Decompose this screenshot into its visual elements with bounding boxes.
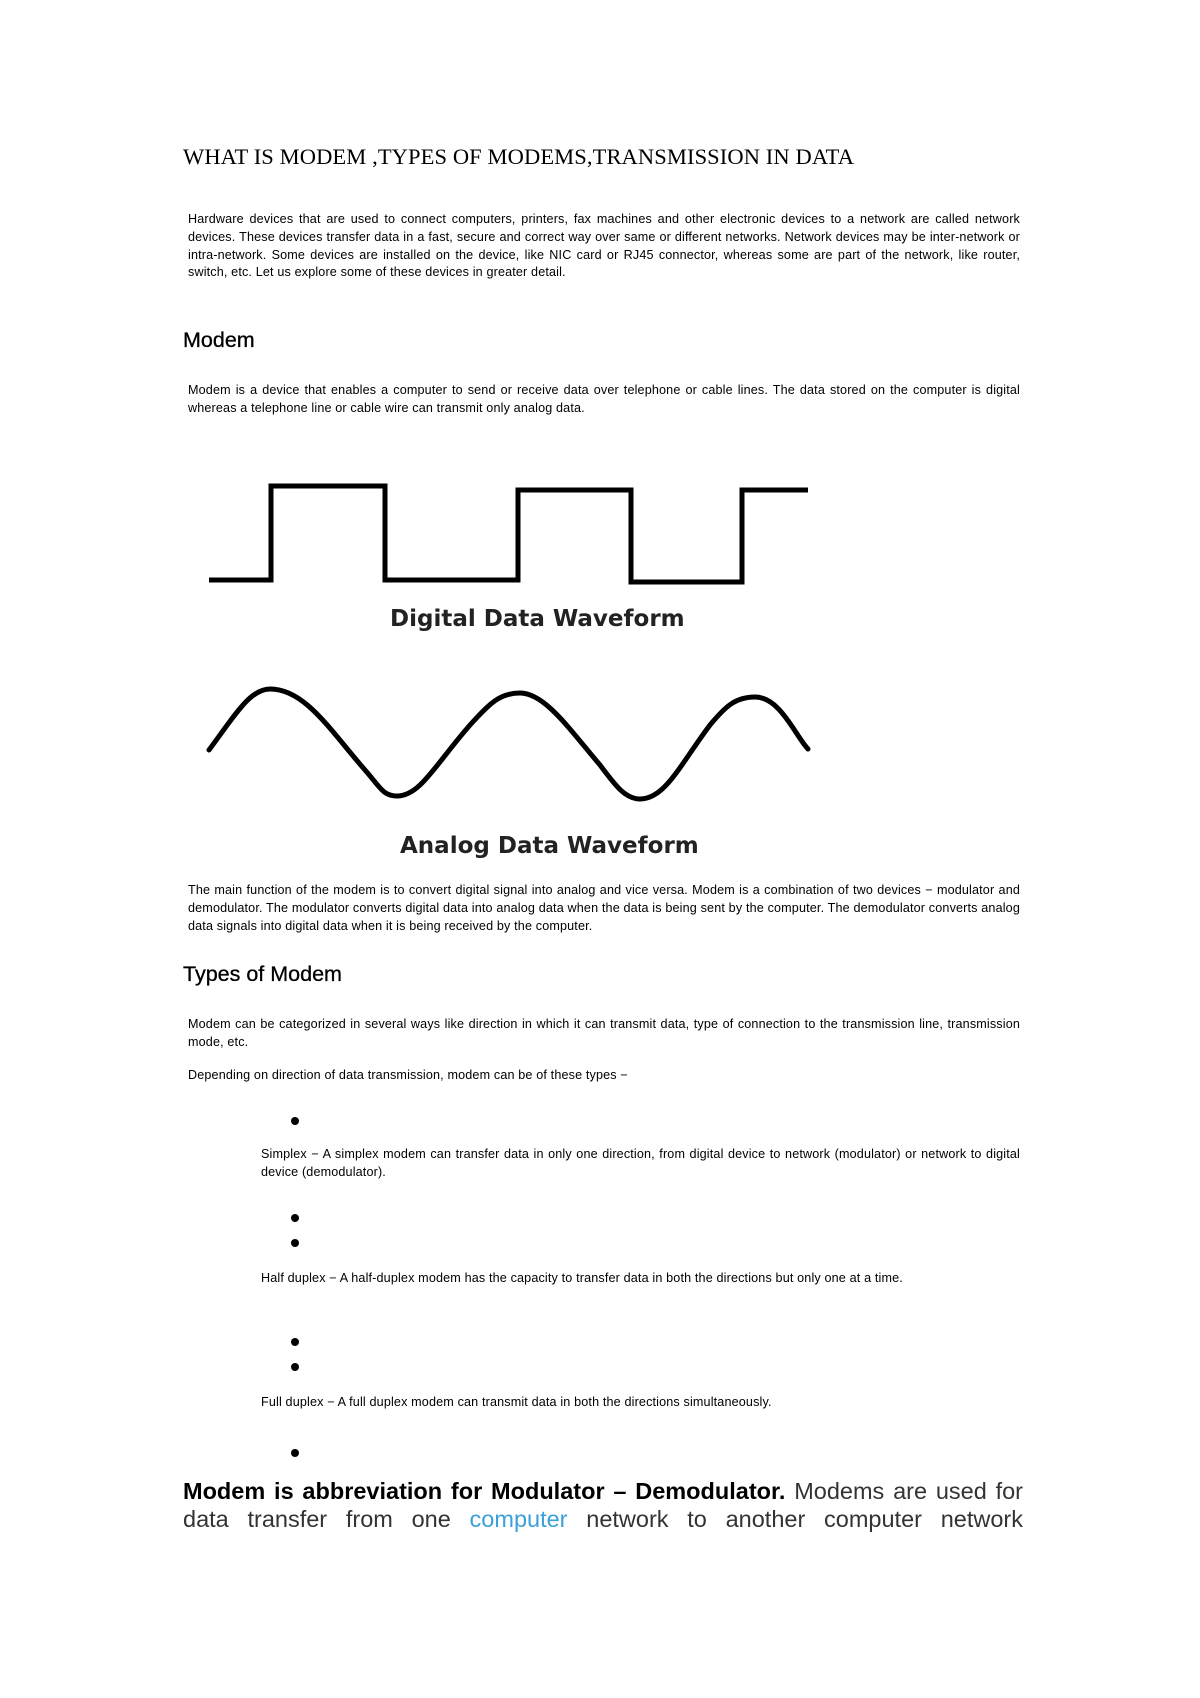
types-heading: Types of Modem: [183, 962, 342, 986]
analog-waveform-svg: [205, 675, 815, 870]
digital-waveform-caption: Digital Data Waveform: [390, 606, 685, 632]
intro-paragraph: Hardware devices that are used to connect computers, printers, fax machines and other electronic devices to a network are called network devices. These devices transfer data in a fast, secure and correct way over same or different networks. Network devices may be inter-network or intra-network. Some devices are installed on the device, like NIC card or RJ45 connector, whereas some are part of the network, like router, switch, etc. Let us explore some of these devices in greater detail.: [188, 212, 1020, 280]
list-item-half-duplex: Half duplex − A half-duplex modem has the capacity to transfer data in both the directions but only one at a time.: [261, 1271, 903, 1285]
analog-waveform-figure: [205, 675, 815, 875]
list-bullet: [291, 1239, 299, 1247]
abbreviation-text-after-link: network to another computer network: [567, 1506, 1023, 1532]
digital-waveform-figure: [205, 470, 815, 645]
function-paragraph: The main function of the modem is to convert digital signal into analog and vice versa. Modem is a combination of two devices − modulator and demodulator. The modulator converts digital data into analog data when the data is being sent by the computer. The demodulator converts analog data signals into digital data when it is being received by the computer.: [188, 883, 1020, 933]
list-bullet: [291, 1214, 299, 1222]
digital-waveform-svg: [205, 470, 815, 640]
digital-waveform-line: [209, 486, 808, 582]
abbreviation-text-before-link: Modems are used for data transfer from one: [183, 1478, 1023, 1532]
list-item-full-duplex: Full duplex − A full duplex modem can transmit data in both the directions simultaneously.: [261, 1395, 772, 1409]
direction-intro: Depending on direction of data transmission, modem can be of these types −: [188, 1068, 628, 1082]
list-bullet: [291, 1117, 299, 1125]
list-bullet: [291, 1338, 299, 1346]
analog-waveform-caption: Analog Data Waveform: [400, 833, 699, 859]
list-item-simplex: Simplex − A simplex modem can transfer data in only one direction, from digital device to network (modulator) or network to digital device (demodulator).: [261, 1147, 1020, 1179]
document-title: WHAT IS MODEM ,TYPES OF MODEMS,TRANSMISSION IN DATA: [183, 144, 855, 169]
abbreviation-paragraph: [183, 1477, 1023, 1533]
types-paragraph: Modem can be categorized in several ways like direction in which it can transmit data, type of connection to the transmission line, transmission mode, etc.: [188, 1017, 1020, 1049]
analog-waveform-line: [209, 689, 808, 799]
computer-link[interactable]: computer: [469, 1506, 568, 1532]
list-bullet: [291, 1363, 299, 1371]
list-bullet: [291, 1449, 299, 1457]
modem-paragraph: Modem is a device that enables a computer to send or receive data over telephone or cable lines. The data stored on the computer is digital whereas a telephone line or cable wire can transmit only analog data.: [188, 383, 1020, 415]
modem-heading: Modem: [183, 328, 255, 352]
abbreviation-bold-text: Modem is abbreviation for Modulator – Demodulator.: [183, 1478, 786, 1504]
